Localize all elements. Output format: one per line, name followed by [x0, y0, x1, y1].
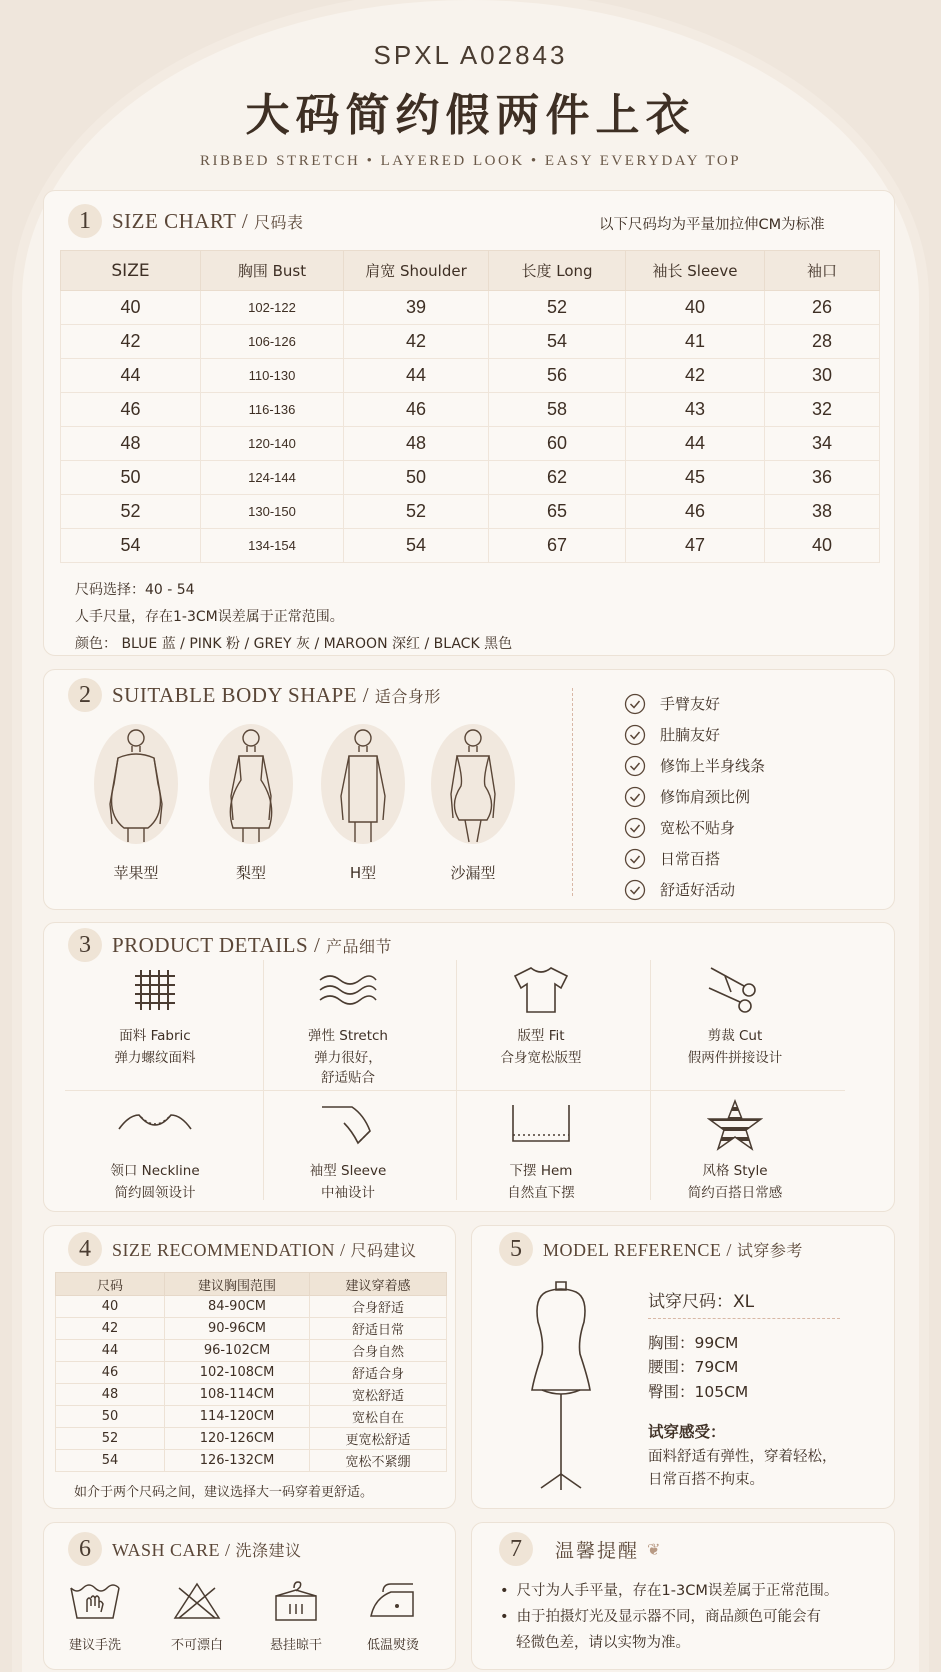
table-row [61, 495, 880, 529]
benefit-item [624, 812, 765, 843]
table-cell: 40 [61, 291, 201, 325]
table-cell: 120-140 [201, 427, 344, 461]
benefit-label: 修饰肩颈比例 [660, 788, 751, 806]
striped-star-icon [640, 1095, 830, 1155]
apple-shape-icon [88, 724, 184, 844]
table-cell: 90-96CM [165, 1318, 310, 1340]
table-cell: 宽松自在 [310, 1406, 447, 1428]
detail-item [640, 960, 830, 1068]
detail-desc: 简约百搭日常感 [687, 1185, 783, 1201]
table-cell: 108-114CM [165, 1384, 310, 1406]
stretch-waves-icon [253, 960, 443, 1020]
detail-desc: 合身宽松版型 [500, 1050, 582, 1066]
wash-label: 不可漂白 [170, 1638, 223, 1653]
section-title-cn: 尺码表 [253, 212, 304, 232]
wash-label: 建议手洗 [68, 1638, 121, 1653]
benefit-item [624, 688, 765, 719]
table-cell: 65 [489, 495, 626, 529]
benefit-item [624, 750, 765, 781]
wash-item [251, 1578, 341, 1653]
body-label-pear: 梨型 [235, 864, 266, 882]
section-number: 7 [499, 1532, 533, 1566]
table-cell: 102-122 [201, 291, 344, 325]
table-cell: 54 [344, 529, 489, 563]
dashed-divider [572, 688, 573, 896]
table-row [56, 1450, 447, 1472]
table-cell: 合身舒适 [310, 1296, 447, 1318]
benefit-label: 手臂友好 [660, 695, 721, 713]
size-chart-table [60, 250, 880, 563]
tip-item: 轻微色差，请以实物为准。 [516, 1635, 690, 1651]
table-row [61, 291, 880, 325]
tips-list [500, 1578, 838, 1656]
table-cell: 46 [344, 393, 489, 427]
table-cell: 52 [489, 291, 626, 325]
scissors-icon [640, 960, 830, 1020]
table-cell: 50 [56, 1406, 165, 1428]
body-label-h: H型 [349, 864, 377, 882]
table-cell: 44 [626, 427, 765, 461]
model-waist: 腰围：79CM [648, 1358, 739, 1376]
table-cell: 46 [626, 495, 765, 529]
table-cell: 宽松不紧绷 [310, 1450, 447, 1472]
table-row [61, 325, 880, 359]
table-cell: 56 [489, 359, 626, 393]
hem-icon [446, 1095, 636, 1155]
table-cell: 44 [56, 1340, 165, 1362]
table-cell: 50 [344, 461, 489, 495]
section-title: SIZE CHART / [112, 208, 254, 233]
table-cell: 48 [344, 427, 489, 461]
detail-desc: 简约圆领设计 [114, 1185, 196, 1201]
detail-desc: 中袖设计 [321, 1185, 375, 1201]
table-cell: 54 [61, 529, 201, 563]
table-cell: 124-144 [201, 461, 344, 495]
detail-item [253, 1095, 443, 1203]
table-cell: 41 [626, 325, 765, 359]
detail-label: 风格 Style [702, 1163, 768, 1179]
table-row [56, 1318, 447, 1340]
column-header: 肩宽 Shoulder [344, 251, 489, 291]
benefit-label: 修饰上半身线条 [660, 757, 766, 775]
table-cell: 50 [61, 461, 201, 495]
table-cell: 宽松舒适 [310, 1384, 447, 1406]
model-feel-line-1: 面料舒适有弹性，穿着轻松， [648, 1449, 837, 1465]
table-cell: 130-150 [201, 495, 344, 529]
section-title: 温馨提醒 [555, 1539, 640, 1562]
table-cell: 54 [489, 325, 626, 359]
h-shape-icon [315, 724, 411, 844]
detail-label: 版型 Fit [517, 1028, 565, 1044]
table-cell: 舒适日常 [310, 1318, 447, 1340]
model-hip: 臀围：105CM [648, 1383, 749, 1401]
product-sku: SPXL A02843 [373, 40, 568, 70]
header [0, 40, 941, 170]
table-cell: 46 [56, 1362, 165, 1384]
table-cell: 52 [56, 1428, 165, 1450]
benefit-label: 肚腩友好 [660, 726, 721, 744]
detail-label: 袖型 Sleeve [309, 1163, 387, 1179]
table-cell: 44 [344, 359, 489, 393]
column-header: 袖长 Sleeve [626, 251, 765, 291]
table-row [56, 1406, 447, 1428]
check-circle-icon [624, 693, 646, 715]
table-cell: 48 [61, 427, 201, 461]
section-title: MODEL REFERENCE / [543, 1239, 737, 1260]
tips-heading [499, 1532, 660, 1566]
recommendation-heading [68, 1232, 417, 1266]
column-header: SIZE [61, 251, 201, 291]
check-circle-icon [624, 724, 646, 746]
table-cell: 58 [489, 393, 626, 427]
check-circle-icon [624, 817, 646, 839]
table-cell: 96-102CM [165, 1340, 310, 1362]
table-cell: 28 [765, 325, 880, 359]
size-chart-heading [68, 204, 303, 238]
table-cell: 合身自然 [310, 1340, 447, 1362]
table-cell: 40 [626, 291, 765, 325]
column-header: 建议胸围范围 [165, 1273, 310, 1296]
detail-item [60, 1095, 250, 1203]
table-header-row [61, 251, 880, 291]
table-cell: 42 [344, 325, 489, 359]
table-cell: 47 [626, 529, 765, 563]
detail-label: 领口 Neckline [110, 1163, 200, 1179]
leaf-icon: ❦ [647, 1539, 661, 1559]
benefit-item [624, 843, 765, 874]
body-shape-heading [68, 678, 441, 712]
size-chart-note: 以下尺码均为平量加拉伸CM为标准 [599, 217, 825, 233]
section-title: PRODUCT DETAILS / [112, 932, 327, 957]
table-cell: 舒适合身 [310, 1362, 447, 1384]
wash-heading [68, 1532, 302, 1566]
benefit-item [624, 874, 765, 905]
table-cell: 32 [765, 393, 880, 427]
model-feel-title: 试穿感受： [648, 1423, 726, 1441]
check-circle-icon [624, 848, 646, 870]
check-circle-icon [624, 786, 646, 808]
section-title-cn: 尺码建议 [350, 1240, 417, 1260]
wash-item [152, 1578, 242, 1653]
table-cell: 126-132CM [165, 1450, 310, 1472]
hand-wash-icon [65, 1578, 125, 1624]
table-cell: 42 [61, 325, 201, 359]
check-circle-icon [624, 755, 646, 777]
section-title-cn: 适合身形 [374, 686, 441, 706]
table-cell: 36 [765, 461, 880, 495]
section-title: SIZE RECOMMENDATION / [112, 1239, 351, 1260]
detail-label: 面料 Fabric [119, 1028, 191, 1044]
table-cell: 40 [56, 1296, 165, 1318]
section-number: 4 [68, 1232, 102, 1266]
benefit-item [624, 781, 765, 812]
table-cell: 43 [626, 393, 765, 427]
table-row [61, 359, 880, 393]
table-row [56, 1296, 447, 1318]
table-cell: 84-90CM [165, 1296, 310, 1318]
table-row [56, 1384, 447, 1406]
table-cell: 44 [61, 359, 201, 393]
table-row [61, 461, 880, 495]
tshirt-icon [446, 960, 636, 1020]
column-header: 尺码 [56, 1273, 165, 1296]
section-number: 2 [68, 678, 102, 712]
table-row [61, 427, 880, 461]
table-cell: 42 [56, 1318, 165, 1340]
section-title-cn: 产品细节 [326, 936, 393, 956]
table-cell: 38 [765, 495, 880, 529]
table-cell: 34 [765, 427, 880, 461]
tip-item: • 由于拍摄灯光及显示器不同，商品颜色可能会有 [500, 1609, 822, 1625]
table-cell: 30 [765, 359, 880, 393]
fabric-grid-icon [60, 960, 250, 1020]
benefit-label: 舒适好活动 [660, 881, 736, 899]
column-header: 建议穿着感 [310, 1273, 447, 1296]
table-row [56, 1428, 447, 1450]
table-cell: 48 [56, 1384, 165, 1406]
table-cell: 更宽松舒适 [310, 1428, 447, 1450]
benefit-label: 日常百搭 [660, 850, 721, 868]
product-title: 大码简约假两件上衣 [245, 90, 696, 141]
detail-label: 剪裁 Cut [707, 1028, 763, 1044]
model-bust: 胸围：99CM [648, 1334, 739, 1352]
detail-item [60, 960, 250, 1068]
column-header: 袖口 [765, 251, 880, 291]
detail-desc: 弹力螺纹面料 [114, 1050, 196, 1066]
table-cell: 46 [61, 393, 201, 427]
size-range-note: 尺码选择：40 - 54 [75, 582, 195, 598]
model-divider [648, 1318, 840, 1319]
benefit-item [624, 719, 765, 750]
detail-item [640, 1095, 830, 1203]
detail-desc: 弹力很好， 舒适贴合 [314, 1050, 382, 1086]
table-cell: 106-126 [201, 325, 344, 359]
recommendation-note: 如介于两个尺码之间，建议选择大一码穿着更舒适。 [74, 1485, 374, 1500]
benefit-label: 宽松不贴身 [660, 819, 736, 837]
section-number: 1 [68, 204, 102, 238]
table-cell: 67 [489, 529, 626, 563]
low-iron-icon [363, 1578, 423, 1624]
model-heading [499, 1232, 803, 1266]
error-note: 人手尺量，存在1-3CM误差属于正常范围。 [75, 609, 344, 625]
model-size: 试穿尺码：XL [648, 1292, 755, 1312]
body-label-apple: 苹果型 [113, 864, 159, 882]
section-number: 6 [68, 1532, 102, 1566]
table-cell: 102-108CM [165, 1362, 310, 1384]
table-header-row [56, 1273, 447, 1296]
table-cell: 39 [344, 291, 489, 325]
no-bleach-icon [167, 1578, 227, 1624]
sleeve-icon [253, 1095, 443, 1155]
body-label-hourglass: 沙漏型 [450, 864, 496, 882]
product-subtitle: RIBBED STRETCH • LAYERED LOOK • EASY EVERYDAY TOP [199, 153, 742, 169]
recommendation-table [55, 1272, 447, 1472]
pear-shape-icon [203, 724, 299, 844]
column-header: 长度 Long [489, 251, 626, 291]
wash-label: 悬挂晾干 [269, 1638, 322, 1653]
table-cell: 60 [489, 427, 626, 461]
table-row [56, 1362, 447, 1384]
detail-label: 下摆 Hem [509, 1163, 573, 1179]
section-title-cn: 洗涤建议 [235, 1540, 302, 1560]
color-note: 颜色： BLUE 蓝 / PINK 粉 / GREY 灰 / MAROON 深红 / BLACK 黑色 [75, 636, 513, 652]
section-title: SUITABLE BODY SHAPE / [112, 682, 375, 707]
table-cell: 62 [489, 461, 626, 495]
table-cell: 116-136 [201, 393, 344, 427]
detail-item [446, 960, 636, 1068]
section-title: WASH CARE / [112, 1539, 236, 1560]
wash-item [50, 1578, 140, 1653]
detail-label: 弹性 Stretch [308, 1028, 388, 1044]
dress-form-icon [516, 1278, 606, 1492]
table-row [61, 393, 880, 427]
section-title-cn: 试穿参考 [736, 1240, 803, 1260]
benefit-list [624, 688, 765, 905]
column-header: 胸围 Bust [201, 251, 344, 291]
table-cell: 54 [56, 1450, 165, 1472]
neckline-icon [60, 1095, 250, 1155]
size-notes [75, 577, 512, 658]
detail-item [446, 1095, 636, 1203]
detail-desc: 自然直下摆 [507, 1185, 575, 1201]
detail-item [253, 960, 443, 1088]
section-number: 3 [68, 928, 102, 962]
table-cell: 52 [344, 495, 489, 529]
table-cell: 45 [626, 461, 765, 495]
table-row [56, 1340, 447, 1362]
table-cell: 110-130 [201, 359, 344, 393]
wash-item [348, 1578, 438, 1653]
product-details-heading [68, 928, 392, 962]
table-cell: 120-126CM [165, 1428, 310, 1450]
section-number: 5 [499, 1232, 533, 1266]
model-feel-line-2: 日常百搭不拘束。 [648, 1472, 764, 1488]
table-cell: 42 [626, 359, 765, 393]
table-cell: 40 [765, 529, 880, 563]
detail-desc: 假两件拼接设计 [687, 1050, 783, 1066]
hang-dry-icon [266, 1578, 326, 1624]
table-cell: 26 [765, 291, 880, 325]
tip-item: • 尺寸为人手平量，存在1-3CM误差属于正常范围。 [500, 1583, 839, 1599]
wash-label: 低温熨烫 [366, 1638, 419, 1653]
hourglass-shape-icon [425, 724, 521, 844]
table-cell: 134-154 [201, 529, 344, 563]
table-cell: 114-120CM [165, 1406, 310, 1428]
check-circle-icon [624, 879, 646, 901]
table-row [61, 529, 880, 563]
table-cell: 52 [61, 495, 201, 529]
